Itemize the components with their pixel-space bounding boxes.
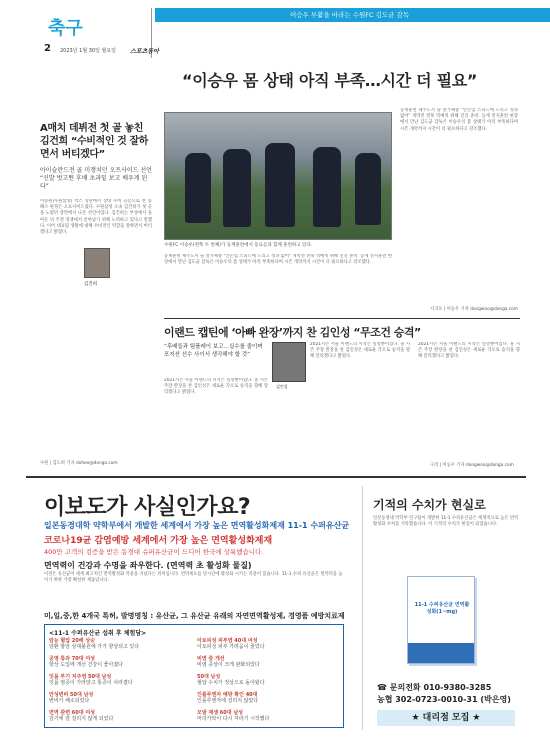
advertisement bbox=[26, 476, 526, 732]
product-box bbox=[407, 576, 475, 664]
second-body-col2: 2021시즌 서울 이랜드의 시작은 실망뿐이었다. 올 시즌 주장 완장을 찬 김인성은 새로운 각오로 승격을 향해 달리겠다고 밝혔다. bbox=[310, 342, 410, 360]
ad-title: 이보도가 사실인가요? bbox=[44, 495, 251, 520]
top-banner: 이승우 부활을 바라는 수원FC 김도균 감독 bbox=[155, 8, 550, 22]
page-header bbox=[0, 0, 550, 90]
ad-line1: 일본동경대학 약학부에서 개발한 세계에서 가장 높은 면역활성화제재 11-1 수퍼유산균 bbox=[44, 521, 350, 530]
contact-phone: ☎ 문의전화 010-9380-3285 bbox=[377, 683, 492, 692]
main-body-col1: 동계훈련 제주도서 슬 잘가체중 "안돈업 스피드에 드리고 성과 없어" 개막전 전북 빅매치 위해 진진 준비. 동계 전지훈련 현장에서 만난 김도균 감독은 이승우의 몸 상태가 아직 부족하다며 시즌 개막까지 시간이 더 필요하다고 강조했다. bbox=[164, 254, 392, 266]
testimonial-item: 만성변비 50대 남성 변비가 해소되었다 bbox=[49, 692, 94, 704]
testimonial-item: 잇몸 부기 치주염 50대 남성 잇몸 염증이 가라앉고 통증이 사라졌다 bbox=[49, 674, 133, 686]
side-footer: 수원 | 김도희 기자 dohee@donga.com bbox=[40, 461, 118, 466]
ad-line3: 400만 고객의 검증을 받은 동경대 슈퍼유산균이 드디어 한국에 상륙했습니다. bbox=[44, 548, 264, 556]
ad-right-title: 기적의 수치가 현실로 bbox=[373, 498, 486, 512]
side-article bbox=[40, 122, 152, 499]
second-headline: 이랜드 캡틴에 ‘아빠 완장’까지 찬 김인성 “무조건 승격” bbox=[164, 326, 421, 339]
ad-body: 이것은 유산균이 세계 최고치인 면역활성화 작용을 지녔다는 의미입니다. 면역세포를 단시간에 활성화 시키는 작용이 있습니다. 11-1 수퍼 유산균은 면역력을 높이기 위한 가장 확실한 제품입니다. bbox=[44, 572, 343, 583]
second-body-col1: 2021시즌 서울 이랜드의 시작은 실망뿐이었다. 올 시즌 주장 완장을 찬 김인성은 새로운 각오로 승격을 향해 달리겠다고 밝혔다. bbox=[164, 378, 268, 396]
main-photo bbox=[164, 112, 392, 240]
divider bbox=[164, 318, 520, 319]
page-number: 2 bbox=[44, 43, 51, 54]
testimonial-item: 인플루엔자 예방 확인 40대 인플루엔자에 걸리지 않았다 bbox=[197, 692, 259, 704]
testimonial-item: 모발 재생 60대 남성 머리카락이 다시 자라기 시작했다 bbox=[197, 710, 270, 722]
second-subtitle: “후배들과 팀플레이 보고…실수를 줄이며 포지션 선수 사이서 생각해야 할 것” bbox=[164, 344, 263, 358]
second-photo bbox=[272, 342, 306, 382]
section-title: 축구 bbox=[48, 18, 83, 39]
ad-line4: 면역력이 건강과 수명을 좌우한다. (면역력 초 활성화 물질) bbox=[44, 561, 252, 570]
testimonial-item: 면역 관련 60대 여성 감기에 잘 걸리지 않게 되었다 bbox=[49, 710, 114, 722]
second-footer: 구리 | 이동우 기자 dongwoo@donga.com bbox=[430, 463, 514, 468]
testimonial-item: 아토피성 피부염 40대 여성 아토피성 피부 가려움이 줄었다 bbox=[197, 638, 265, 650]
contact-bank: 농협 302-0723-0010-31 (박은영) bbox=[377, 695, 511, 704]
ad-right-body: 일본동경대 약학부 연구팀이 개발한 11-1 수퍼유산균은 세계적으로 높은 면역활성화 수치를 기록했습니다. 이 기적의 수치가 현실이 되었습니다. bbox=[373, 516, 519, 527]
store-recruit: ★ 대리점 모집 ★ bbox=[377, 710, 515, 726]
ad-line2: 코로나19균 감염예방 세계에서 가장 높은 면역활성화제재 bbox=[44, 536, 273, 546]
side-subtitle: 아이슬란드전 골 미쟁치던 오프사이드 선언 “신발 벗고뛴 후배 초과밑 보고 배우게 된다” bbox=[40, 167, 152, 190]
main-body-col2: 동계훈련 제주도서 슬 잘가체중 "안돈업 스피드에 드리고 성과 없어" 개막전 전북 빅매치 위해 진진 준비. 동계 전지훈련 현장에서 만난 김도균 감독은 이승우의 몸 상태가 아직 부족하다며 시즌 개막까지 시간이 더 필요하다고 강조했다. bbox=[400, 108, 518, 132]
second-body-col3: 2021시즌 서울 이랜드의 시작은 실망뿐이었다. 올 시즌 주장 완장을 찬 김인성은 새로운 각오로 승격을 향해 달리겠다고 밝혔다. bbox=[418, 342, 520, 360]
ad-line5: 미,일,중,한 4개국 특허, 발명명칭 : 유산균, 그 유산균 유래의 자연면역활성제, 경영품 예방치료제 bbox=[44, 612, 345, 620]
testimonial-item: 암능 혈압 20배 상승 암환 항암 상대불원에 가가 향상되고 있다 bbox=[49, 638, 140, 650]
product-label: 11-1 수퍼유산균 면역활성화(1~mg) bbox=[414, 602, 470, 615]
paper-logo: 스포츠동아 bbox=[130, 48, 159, 55]
testimonial-box bbox=[44, 624, 344, 728]
second-photo-caption: 김인성 bbox=[276, 384, 288, 389]
testimonial-title: <11-1 수퍼유산균 섭취 후 체험담> bbox=[49, 630, 147, 637]
testimonial-item: 비염 증 개선 비염 증상이 크게 완화되었다 bbox=[197, 656, 260, 668]
testimonial-item: 50대 남성 혈압 수치가 정상으로 돌아왔다 bbox=[197, 674, 265, 686]
side-body: 이승원(수원삼성) 박스 상단에서 상대 수비 골문으로 찬 롱패스 판정은 오프사이드였다. 수원삼성 소속 김건희가 첫 골을 노렸던 장면에서 나온 선언이었다. 김건희는 부상에서 돌아온 뒤 주전 경쟁에서 살아남기 위해 노력하고 있다고 말했다. 이어 대표팀 생활에 대해 수비적인 역할을 잘하면서 버티겠다고 밝혔다. bbox=[40, 199, 152, 236]
main-footer: 서귀포 | 이동우 기자 dongwoo@donga.com bbox=[430, 307, 518, 312]
date-line: 2023년 1월 30일 월요일 bbox=[60, 48, 117, 54]
testimonial-item: 공영 통과 70대 여성 항상 도입에 개선 건강이 좋아졌다 bbox=[49, 656, 123, 668]
product-image bbox=[389, 552, 497, 670]
main-photo-caption: 수원FC 이승우(왼쪽 두 번째)가 동계훈련에서 동료들과 함께 훈련하고 있다. bbox=[164, 243, 313, 248]
main-headline: “이승우 몸 상태 아직 부족…시간 더 필요” bbox=[182, 71, 478, 90]
side-headline: A매치 데뷔전 첫 골 놓친 김건희 “수비적인 것 잘하면서 버티겠다” bbox=[40, 123, 149, 160]
side-photo bbox=[84, 248, 110, 278]
side-photo-caption: 김건희 bbox=[84, 282, 98, 287]
ad-right-panel bbox=[362, 486, 522, 730]
